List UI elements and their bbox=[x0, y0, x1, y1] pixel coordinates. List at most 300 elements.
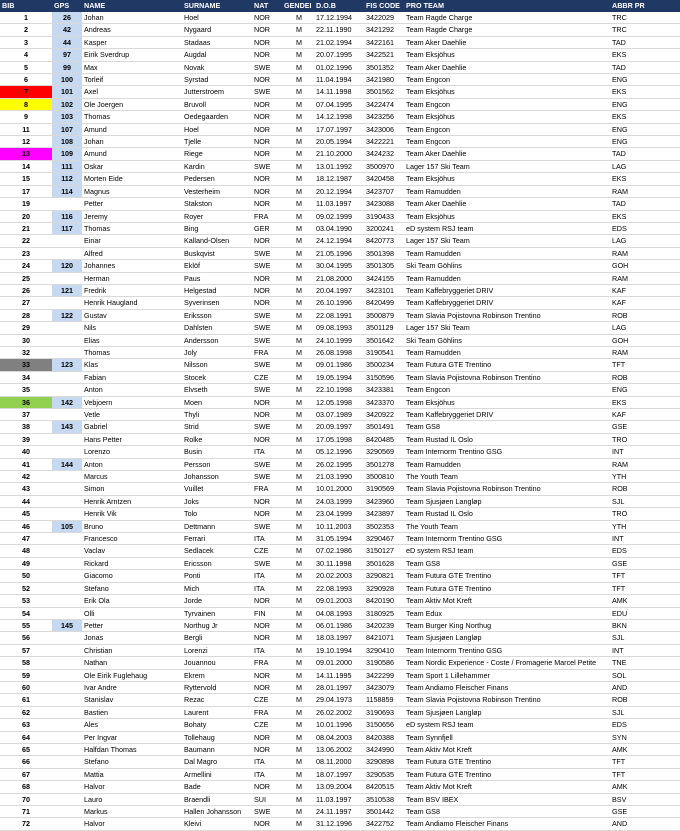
name-cell: Magnus bbox=[82, 185, 182, 197]
abbr-pro-team-cell: RAM bbox=[610, 346, 680, 358]
gps-cell bbox=[52, 644, 82, 656]
col-header-pro-team: PRO TEAM bbox=[404, 0, 610, 12]
gps-cell bbox=[52, 235, 82, 247]
name-cell: Anton bbox=[82, 384, 182, 396]
gender-cell: M bbox=[282, 198, 314, 210]
nat-cell: NOR bbox=[252, 49, 282, 61]
bib-cell: 50 bbox=[0, 570, 52, 582]
nat-cell: SWE bbox=[252, 806, 282, 818]
nat-cell: SWE bbox=[252, 458, 282, 470]
table-row bbox=[0, 458, 680, 470]
gender-cell: M bbox=[282, 595, 314, 607]
pro-team-cell: Team Aker Daehlie bbox=[404, 148, 610, 160]
name-cell: Thomas bbox=[82, 111, 182, 123]
dob-cell: 09.08.1993 bbox=[314, 322, 364, 334]
bib-cell: 68 bbox=[0, 781, 52, 793]
pro-team-cell: Team Sjusjøen Langløp bbox=[404, 495, 610, 507]
pro-team-cell: Team GS8 bbox=[404, 806, 610, 818]
bib-cell: 66 bbox=[0, 756, 52, 768]
name-cell: Simon bbox=[82, 483, 182, 495]
name-cell: Halvor bbox=[82, 818, 182, 830]
gender-cell: M bbox=[282, 533, 314, 545]
gps-cell: 100 bbox=[52, 74, 82, 86]
fis-code-cell: 3420922 bbox=[364, 409, 404, 421]
name-cell: Vetle bbox=[82, 409, 182, 421]
fis-code-cell: 3501129 bbox=[364, 322, 404, 334]
abbr-pro-team-cell: SJL bbox=[610, 495, 680, 507]
abbr-pro-team-cell: EDS bbox=[610, 545, 680, 557]
fis-code-cell: 8420773 bbox=[364, 235, 404, 247]
surname-cell: Pedersen bbox=[182, 173, 252, 185]
name-cell: Petter bbox=[82, 619, 182, 631]
nat-cell: ITA bbox=[252, 756, 282, 768]
surname-cell: Moen bbox=[182, 396, 252, 408]
abbr-pro-team-cell: TAD bbox=[610, 36, 680, 48]
name-cell: Alfred bbox=[82, 247, 182, 259]
gender-cell: M bbox=[282, 557, 314, 569]
abbr-pro-team-cell: AMK bbox=[610, 743, 680, 755]
dob-cell: 03.04.1990 bbox=[314, 222, 364, 234]
dob-cell: 13.09.2004 bbox=[314, 781, 364, 793]
gender-cell: M bbox=[282, 260, 314, 272]
nat-cell: NOR bbox=[252, 781, 282, 793]
col-header-gender: GENDEI bbox=[282, 0, 314, 12]
pro-team-cell: Team Eksjöhus bbox=[404, 111, 610, 123]
gender-cell: M bbox=[282, 719, 314, 731]
fis-code-cell: 3290821 bbox=[364, 570, 404, 582]
dob-cell: 18.12.1987 bbox=[314, 173, 364, 185]
fis-code-cell: 8420515 bbox=[364, 781, 404, 793]
gps-cell bbox=[52, 719, 82, 731]
dob-cell: 30.04.1995 bbox=[314, 260, 364, 272]
gender-cell: M bbox=[282, 446, 314, 458]
dob-cell: 10.01.1996 bbox=[314, 719, 364, 731]
pro-team-cell: Team Edux bbox=[404, 607, 610, 619]
gps-cell bbox=[52, 570, 82, 582]
nat-cell: NOR bbox=[252, 123, 282, 135]
gps-cell bbox=[52, 334, 82, 346]
name-cell: Fredrik bbox=[82, 284, 182, 296]
bib-cell: 55 bbox=[0, 619, 52, 631]
name-cell: Johan bbox=[82, 12, 182, 24]
pro-team-cell: Lager 157 Ski Team bbox=[404, 235, 610, 247]
pro-team-cell: Team Kaffebryggeriet DRIV bbox=[404, 297, 610, 309]
table-row bbox=[0, 644, 680, 656]
abbr-pro-team-cell: INT bbox=[610, 533, 680, 545]
nat-cell: NOR bbox=[252, 743, 282, 755]
fis-code-cell: 3290410 bbox=[364, 644, 404, 656]
table-row bbox=[0, 136, 680, 148]
fis-code-cell: 3423101 bbox=[364, 284, 404, 296]
pro-team-cell: Team Futura GTE Trentino bbox=[404, 359, 610, 371]
pro-team-cell: Team Engcon bbox=[404, 74, 610, 86]
pro-team-cell: Team Internorm Trentino GSG bbox=[404, 533, 610, 545]
dob-cell: 30.11.1998 bbox=[314, 557, 364, 569]
fis-code-cell: 8420190 bbox=[364, 595, 404, 607]
bib-cell: 27 bbox=[0, 297, 52, 309]
bib-cell: 32 bbox=[0, 346, 52, 358]
abbr-pro-team-cell: TFT bbox=[610, 582, 680, 594]
dob-cell: 24.11.1997 bbox=[314, 806, 364, 818]
surname-cell: Tolo bbox=[182, 508, 252, 520]
surname-cell: Dahlsten bbox=[182, 322, 252, 334]
surname-cell: Paus bbox=[182, 272, 252, 284]
gps-cell: 108 bbox=[52, 136, 82, 148]
name-cell: Jeremy bbox=[82, 210, 182, 222]
fis-code-cell: 3422299 bbox=[364, 669, 404, 681]
nat-cell: ITA bbox=[252, 582, 282, 594]
surname-cell: Eriksson bbox=[182, 309, 252, 321]
surname-cell: Laurent bbox=[182, 706, 252, 718]
abbr-pro-team-cell: ENG bbox=[610, 74, 680, 86]
gps-cell: 44 bbox=[52, 36, 82, 48]
table-row bbox=[0, 433, 680, 445]
dob-cell: 24.10.1999 bbox=[314, 334, 364, 346]
fis-code-cell: 3424155 bbox=[364, 272, 404, 284]
nat-cell: SWE bbox=[252, 334, 282, 346]
name-cell: Oskar bbox=[82, 160, 182, 172]
fis-code-cell: 3422474 bbox=[364, 98, 404, 110]
name-cell: Per Ingvar bbox=[82, 731, 182, 743]
dob-cell: 13.01.1992 bbox=[314, 160, 364, 172]
nat-cell: SWE bbox=[252, 160, 282, 172]
table-row bbox=[0, 359, 680, 371]
name-cell: Gustav bbox=[82, 309, 182, 321]
name-cell: Amund bbox=[82, 123, 182, 135]
dob-cell: 21.03.1990 bbox=[314, 471, 364, 483]
nat-cell: NOR bbox=[252, 36, 282, 48]
gps-cell bbox=[52, 669, 82, 681]
abbr-pro-team-cell: INT bbox=[610, 644, 680, 656]
abbr-pro-team-cell: AMK bbox=[610, 595, 680, 607]
bib-cell: 6 bbox=[0, 74, 52, 86]
pro-team-cell: Lager 157 Ski Team bbox=[404, 322, 610, 334]
nat-cell: SWE bbox=[252, 247, 282, 259]
fis-code-cell: 3200241 bbox=[364, 222, 404, 234]
nat-cell: NOR bbox=[252, 272, 282, 284]
gender-cell: M bbox=[282, 371, 314, 383]
dob-cell: 17.12.1994 bbox=[314, 12, 364, 24]
dob-cell: 22.10.1998 bbox=[314, 384, 364, 396]
table-row bbox=[0, 471, 680, 483]
gender-cell: M bbox=[282, 806, 314, 818]
gender-cell: M bbox=[282, 98, 314, 110]
gps-cell bbox=[52, 657, 82, 669]
surname-cell: Oedegaarden bbox=[182, 111, 252, 123]
dob-cell: 22.08.1993 bbox=[314, 582, 364, 594]
bib-cell: 43 bbox=[0, 483, 52, 495]
gps-cell bbox=[52, 818, 82, 830]
abbr-pro-team-cell: EKS bbox=[610, 49, 680, 61]
gps-cell bbox=[52, 706, 82, 718]
nat-cell: SWE bbox=[252, 260, 282, 272]
abbr-pro-team-cell: TRC bbox=[610, 24, 680, 36]
pro-team-cell: Team Andiamo Fleischer Finans bbox=[404, 681, 610, 693]
dob-cell: 22.08.1991 bbox=[314, 309, 364, 321]
table-row bbox=[0, 24, 680, 36]
fis-code-cell: 3510538 bbox=[364, 793, 404, 805]
pro-team-cell: Team Engcon bbox=[404, 123, 610, 135]
dob-cell: 20.05.1994 bbox=[314, 136, 364, 148]
abbr-pro-team-cell: ENG bbox=[610, 384, 680, 396]
name-cell: Mattia bbox=[82, 768, 182, 780]
name-cell: Johan bbox=[82, 136, 182, 148]
gender-cell: M bbox=[282, 185, 314, 197]
dob-cell: 03.07.1989 bbox=[314, 409, 364, 421]
pro-team-cell: Team Ramudden bbox=[404, 247, 610, 259]
abbr-pro-team-cell: EKS bbox=[610, 396, 680, 408]
nat-cell: NOR bbox=[252, 818, 282, 830]
name-cell: Bastien bbox=[82, 706, 182, 718]
name-cell: Stefano bbox=[82, 582, 182, 594]
gps-cell: 97 bbox=[52, 49, 82, 61]
abbr-pro-team-cell: AMK bbox=[610, 781, 680, 793]
surname-cell: Royer bbox=[182, 210, 252, 222]
name-cell: Hans Petter bbox=[82, 433, 182, 445]
bib-cell: 42 bbox=[0, 471, 52, 483]
pro-team-cell: eD system RSJ team bbox=[404, 222, 610, 234]
gps-cell: 105 bbox=[52, 520, 82, 532]
pro-team-cell: Team Eksjöhus bbox=[404, 86, 610, 98]
gps-cell: 103 bbox=[52, 111, 82, 123]
name-cell: Halvor bbox=[82, 781, 182, 793]
gender-cell: M bbox=[282, 61, 314, 73]
name-cell: Giacomo bbox=[82, 570, 182, 582]
gender-cell: M bbox=[282, 384, 314, 396]
name-cell: Johannes bbox=[82, 260, 182, 272]
name-cell: Erik Ola bbox=[82, 595, 182, 607]
surname-cell: Bohaty bbox=[182, 719, 252, 731]
pro-team-cell: Team Slavia Pojistovna Robinson Trentino bbox=[404, 694, 610, 706]
nat-cell: ITA bbox=[252, 446, 282, 458]
surname-cell: Stadaas bbox=[182, 36, 252, 48]
gender-cell: M bbox=[282, 396, 314, 408]
dob-cell: 08.11.2000 bbox=[314, 756, 364, 768]
nat-cell: SWE bbox=[252, 61, 282, 73]
gps-cell: 116 bbox=[52, 210, 82, 222]
abbr-pro-team-cell: ENG bbox=[610, 98, 680, 110]
surname-cell: Dal Magro bbox=[182, 756, 252, 768]
abbr-pro-team-cell: BSV bbox=[610, 793, 680, 805]
pro-team-cell: Team Ramudden bbox=[404, 272, 610, 284]
name-cell: Petter bbox=[82, 198, 182, 210]
name-cell: Fabian bbox=[82, 371, 182, 383]
name-cell: Nathan bbox=[82, 657, 182, 669]
dob-cell: 11.03.1997 bbox=[314, 198, 364, 210]
nat-cell: FRA bbox=[252, 657, 282, 669]
name-cell: Christian bbox=[82, 644, 182, 656]
nat-cell: GER bbox=[252, 222, 282, 234]
nat-cell: NOR bbox=[252, 136, 282, 148]
surname-cell: Bing bbox=[182, 222, 252, 234]
name-cell: Andreas bbox=[82, 24, 182, 36]
fis-code-cell: 3290569 bbox=[364, 446, 404, 458]
name-cell: Bruno bbox=[82, 520, 182, 532]
gps-cell bbox=[52, 433, 82, 445]
fis-code-cell: 3290928 bbox=[364, 582, 404, 594]
gender-cell: M bbox=[282, 148, 314, 160]
surname-cell: Ponti bbox=[182, 570, 252, 582]
fis-code-cell: 3421292 bbox=[364, 24, 404, 36]
table-row bbox=[0, 260, 680, 272]
bib-cell: 29 bbox=[0, 322, 52, 334]
bib-cell: 47 bbox=[0, 533, 52, 545]
surname-cell: Sedlacek bbox=[182, 545, 252, 557]
dob-cell: 21.08.2000 bbox=[314, 272, 364, 284]
gps-cell bbox=[52, 508, 82, 520]
nat-cell: SWE bbox=[252, 86, 282, 98]
fis-code-cell: 8420485 bbox=[364, 433, 404, 445]
dob-cell: 31.12.1996 bbox=[314, 818, 364, 830]
nat-cell: NOR bbox=[252, 409, 282, 421]
abbr-pro-team-cell: YTH bbox=[610, 471, 680, 483]
col-header-bib: BIB bbox=[0, 0, 52, 12]
gender-cell: M bbox=[282, 136, 314, 148]
dob-cell: 04.08.1993 bbox=[314, 607, 364, 619]
table-row bbox=[0, 396, 680, 408]
gender-cell: M bbox=[282, 409, 314, 421]
nat-cell: SUI bbox=[252, 793, 282, 805]
bib-cell: 8 bbox=[0, 98, 52, 110]
col-header-name: NAME bbox=[82, 0, 182, 12]
pro-team-cell: Team Aker Daehlie bbox=[404, 61, 610, 73]
bib-cell: 35 bbox=[0, 384, 52, 396]
abbr-pro-team-cell: GSE bbox=[610, 806, 680, 818]
fis-code-cell: 3180925 bbox=[364, 607, 404, 619]
fis-code-cell: 3190541 bbox=[364, 346, 404, 358]
gps-cell: 109 bbox=[52, 148, 82, 160]
name-cell: Gabriel bbox=[82, 421, 182, 433]
name-cell: Marcus bbox=[82, 471, 182, 483]
name-cell: Torleif bbox=[82, 74, 182, 86]
fis-code-cell: 3423370 bbox=[364, 396, 404, 408]
fis-code-cell: 3501642 bbox=[364, 334, 404, 346]
fis-code-cell: 3150127 bbox=[364, 545, 404, 557]
pro-team-cell: Team Eksjöhus bbox=[404, 210, 610, 222]
surname-cell: Hallen Johansson bbox=[182, 806, 252, 818]
table-row bbox=[0, 371, 680, 383]
bib-cell: 9 bbox=[0, 111, 52, 123]
dob-cell: 24.12.1994 bbox=[314, 235, 364, 247]
pro-team-cell: Team Aktiv Mot Kreft bbox=[404, 743, 610, 755]
gps-cell: 102 bbox=[52, 98, 82, 110]
fis-code-cell: 3500810 bbox=[364, 471, 404, 483]
table-row bbox=[0, 61, 680, 73]
dob-cell: 26.02.2002 bbox=[314, 706, 364, 718]
name-cell: Vebjoern bbox=[82, 396, 182, 408]
name-cell: Lauro bbox=[82, 793, 182, 805]
table-row bbox=[0, 669, 680, 681]
gps-cell: 120 bbox=[52, 260, 82, 272]
abbr-pro-team-cell: TAD bbox=[610, 61, 680, 73]
surname-cell: Jorde bbox=[182, 595, 252, 607]
fis-code-cell: 3190433 bbox=[364, 210, 404, 222]
table-row bbox=[0, 731, 680, 743]
table-row bbox=[0, 421, 680, 433]
nat-cell: NOR bbox=[252, 433, 282, 445]
fis-code-cell: 3420239 bbox=[364, 619, 404, 631]
table-row bbox=[0, 222, 680, 234]
table-row bbox=[0, 12, 680, 24]
gps-cell: 122 bbox=[52, 309, 82, 321]
table-row bbox=[0, 557, 680, 569]
dob-cell: 07.02.1986 bbox=[314, 545, 364, 557]
gender-cell: M bbox=[282, 123, 314, 135]
fis-code-cell: 3424990 bbox=[364, 743, 404, 755]
abbr-pro-team-cell: SJL bbox=[610, 632, 680, 644]
pro-team-cell: Team Burger King Northug bbox=[404, 619, 610, 631]
pro-team-cell: Team Kaffebryggeriet DRIV bbox=[404, 409, 610, 421]
gender-cell: M bbox=[282, 793, 314, 805]
pro-team-cell: Team Kaffebryggeriet DRIV bbox=[404, 284, 610, 296]
fis-code-cell: 3421980 bbox=[364, 74, 404, 86]
surname-cell: Persson bbox=[182, 458, 252, 470]
surname-cell: Helgestad bbox=[182, 284, 252, 296]
pro-team-cell: Team Ramudden bbox=[404, 346, 610, 358]
surname-cell: Syverinsen bbox=[182, 297, 252, 309]
gender-cell: M bbox=[282, 49, 314, 61]
gps-cell bbox=[52, 533, 82, 545]
gender-cell: M bbox=[282, 235, 314, 247]
bib-cell: 1 bbox=[0, 12, 52, 24]
table-row bbox=[0, 173, 680, 185]
nat-cell: NOR bbox=[252, 24, 282, 36]
table-row bbox=[0, 49, 680, 61]
pro-team-cell: Team GS8 bbox=[404, 557, 610, 569]
name-cell: Ivar Andre bbox=[82, 681, 182, 693]
nat-cell: ITA bbox=[252, 570, 282, 582]
nat-cell: NOR bbox=[252, 669, 282, 681]
dob-cell: 10.01.2000 bbox=[314, 483, 364, 495]
fis-code-cell: 3500879 bbox=[364, 309, 404, 321]
gps-cell bbox=[52, 471, 82, 483]
name-cell: Einar bbox=[82, 235, 182, 247]
gender-cell: M bbox=[282, 657, 314, 669]
surname-cell: Bruvoll bbox=[182, 98, 252, 110]
surname-cell: Augdal bbox=[182, 49, 252, 61]
nat-cell: NOR bbox=[252, 396, 282, 408]
bib-cell: 11 bbox=[0, 123, 52, 135]
bib-cell: 67 bbox=[0, 768, 52, 780]
pro-team-cell: Team GS8 bbox=[404, 421, 610, 433]
gender-cell: M bbox=[282, 12, 314, 24]
gender-cell: M bbox=[282, 111, 314, 123]
table-row bbox=[0, 123, 680, 135]
table-row bbox=[0, 384, 680, 396]
surname-cell: Nygaard bbox=[182, 24, 252, 36]
abbr-pro-team-cell: AND bbox=[610, 681, 680, 693]
gps-cell bbox=[52, 495, 82, 507]
nat-cell: SWE bbox=[252, 359, 282, 371]
abbr-pro-team-cell: GOH bbox=[610, 260, 680, 272]
pro-team-cell: Team Futura GTE Trentino bbox=[404, 582, 610, 594]
nat-cell: NOR bbox=[252, 495, 282, 507]
table-row bbox=[0, 148, 680, 160]
table-row bbox=[0, 632, 680, 644]
gps-cell bbox=[52, 768, 82, 780]
nat-cell: CZE bbox=[252, 719, 282, 731]
dob-cell: 20.07.1995 bbox=[314, 49, 364, 61]
dob-cell: 06.01.1986 bbox=[314, 619, 364, 631]
dob-cell: 01.02.1996 bbox=[314, 61, 364, 73]
gender-cell: M bbox=[282, 545, 314, 557]
table-row bbox=[0, 706, 680, 718]
surname-cell: Armellini bbox=[182, 768, 252, 780]
surname-cell: Kleivi bbox=[182, 818, 252, 830]
gender-cell: M bbox=[282, 743, 314, 755]
name-cell: Nils bbox=[82, 322, 182, 334]
bib-cell: 65 bbox=[0, 743, 52, 755]
